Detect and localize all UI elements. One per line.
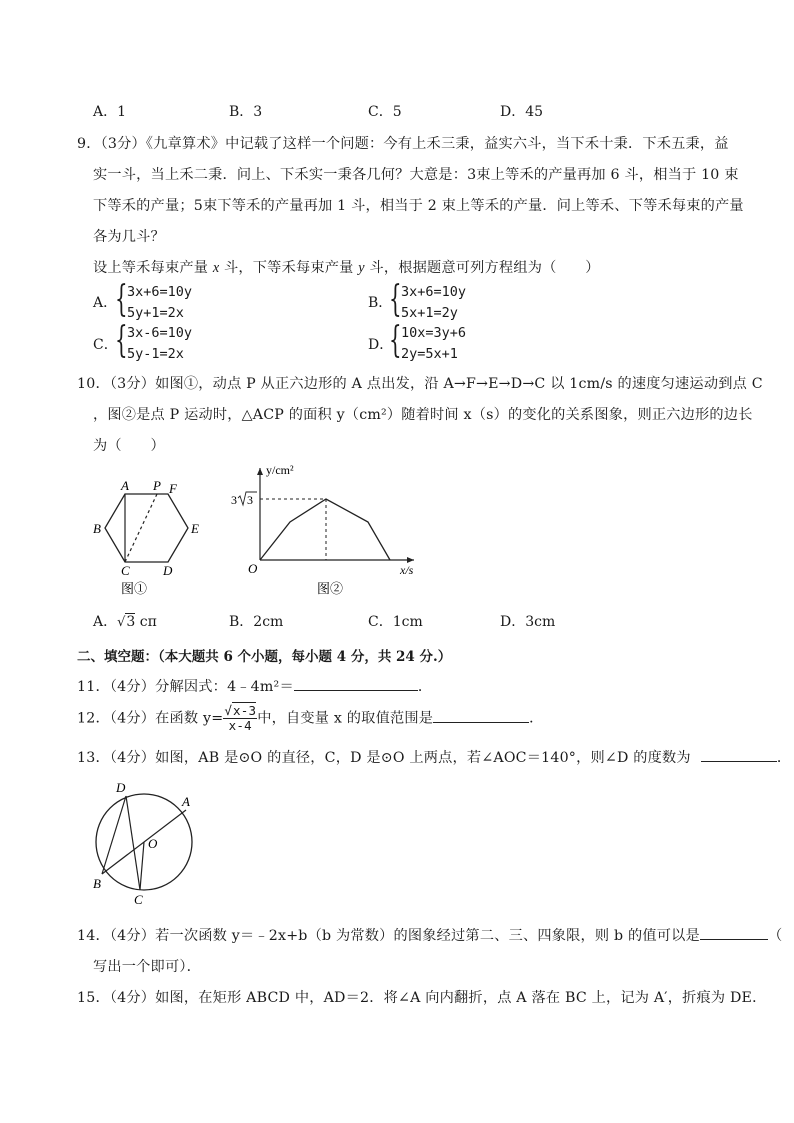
label-o: O [148, 836, 158, 851]
q10-option-a: A．√3 cπ [93, 614, 157, 630]
radius-oc [140, 842, 144, 890]
section-2-title: 二、填空题：（本大题共 6 个小题，每小题 4 分，共 24 分.） [77, 649, 452, 665]
hexagon-shape [105, 494, 188, 562]
q9-option-b-brace: { [389, 279, 402, 320]
y-tick-radicand: 3 [247, 493, 253, 507]
label-a: A [121, 478, 129, 493]
caption-fig2: 图② [317, 581, 344, 596]
q8-option-d: D．45 [500, 104, 544, 120]
q9-option-a-brace: { [115, 279, 128, 320]
caption-fig1: 图① [121, 581, 148, 596]
q12-line: 12．（4分）在函数 y= $\frac{√x-3}{x-4}$ 中，自变量 x 的取值范围是 ． [77, 703, 544, 733]
q8-option-a: A．1 [93, 104, 127, 120]
q9-line-4: 各为几斗？ [93, 229, 165, 245]
area-curve [260, 499, 390, 560]
q10-line-2: ，图②是点 P 运动时，△ACP 的面积 y（cm²）随着时间 x（s）的变化的关系图象，则正六边形的边长 [93, 407, 753, 423]
chord-db [102, 796, 126, 874]
q9-option-b-label: B． [368, 295, 393, 311]
q12-answer-blank[interactable] [433, 708, 529, 723]
label-e: E [191, 521, 199, 536]
q10-option-b: B．2cm [229, 614, 284, 630]
q13-figure-circle [86, 776, 206, 908]
label-c: C [134, 892, 143, 907]
label-d: D [116, 780, 126, 795]
q11-line: 11．（4分）分解因式：4﹣4m²＝ ． [77, 676, 432, 696]
q14-line-1: 14．（4分）若一次函数 y＝﹣2x+b（b 为常数）的图象经过第二、三、四象限，则 b 的值可以是 （ [77, 925, 782, 945]
q9-option-d-brace: { [389, 320, 402, 361]
q9-option-c-system: 3x-6=10y 5y-1=2x [127, 325, 193, 362]
label-f: F [169, 481, 177, 496]
q9-option-d-system: 10x=3y+6 2y=5x+1 [401, 325, 467, 362]
q10-option-d: D．3cm [500, 614, 556, 630]
q9-line-1: 9．（3分）《九章算术》中记载了这样一个问题：今有上禾三秉，益实六斗，当下禾十秉．下禾五秉，益 [77, 136, 729, 152]
label-p: P [153, 478, 161, 493]
q10-line-1: 10．（3分）如图①，动点 P 从正六边形的 A 点出发，沿 A→F→E→D→C 以 1cm/s 的速度匀速运动到点 C [77, 376, 763, 392]
y-axis-arrow [257, 468, 263, 475]
origin-label: O [248, 561, 258, 576]
q10-figure-graph [226, 462, 426, 598]
y-tick-coef: 3 [231, 493, 237, 507]
y-axis-label: y/cm² [266, 463, 294, 477]
q15-line-1: 15．（4分）如图，在矩形 ABCD 中，AD＝2．将∠A 向内翻折，点 A 落在 BC 上，记为 A′，折痕为 DE． [77, 990, 767, 1006]
segment-pc [125, 494, 157, 562]
label-d: D [163, 563, 173, 578]
q9-line-3: 下等禾的产量；5束下等禾的产量再加 1 斗，相当于 2 束上等禾的产量．问上等禾、下等禾每束的产量 [93, 198, 744, 214]
q9-option-c-label: C． [93, 337, 118, 353]
label-b: B [93, 876, 101, 891]
q8-option-b: B．3 [229, 104, 263, 120]
q10-option-c: C．1cm [368, 614, 423, 630]
q14-line-2: 写出一个即可）． [93, 959, 202, 975]
q9-option-a-system: 3x+6=10y 5y+1=2x [127, 284, 193, 321]
q9-line-2: 实一斗，当上禾二秉．问上、下禾实一秉各几何？大意是：3束上等禾的产量再加 6 斗，相当于 10 束 [93, 167, 739, 183]
q13-line: 13．（4分）如图，AB 是⊙O 的直径，C，D 是⊙O 上两点，若∠AOC＝140°，则∠D 的度数为 ． [77, 747, 791, 767]
q9-option-a-label: A． [93, 295, 118, 311]
label-c: C [121, 563, 130, 578]
q10-line-3: 为（ ） [93, 438, 165, 454]
q9-option-b-system: 3x+6=10y 5x+1=2y [401, 284, 467, 321]
chord-dc [126, 796, 140, 890]
q13-answer-blank[interactable] [701, 747, 777, 762]
label-a: A [182, 794, 190, 809]
q11-answer-blank[interactable] [294, 676, 418, 691]
q9-option-d-label: D． [368, 337, 394, 353]
label-b: B [93, 521, 101, 536]
x-axis-label: x/s [400, 563, 414, 577]
q12-fraction: $\frac{√x-3}{x-4}$ [224, 703, 257, 733]
q10-figure-hexagon [90, 476, 210, 598]
q9-line-5: 设上等禾每束产量 x 斗，下等禾每束产量 y 斗，根据题意可列方程组为（ ） [93, 260, 600, 276]
q9-option-c-brace: { [115, 320, 128, 361]
q14-answer-blank[interactable] [700, 925, 768, 940]
q8-option-c: C．5 [368, 104, 402, 120]
